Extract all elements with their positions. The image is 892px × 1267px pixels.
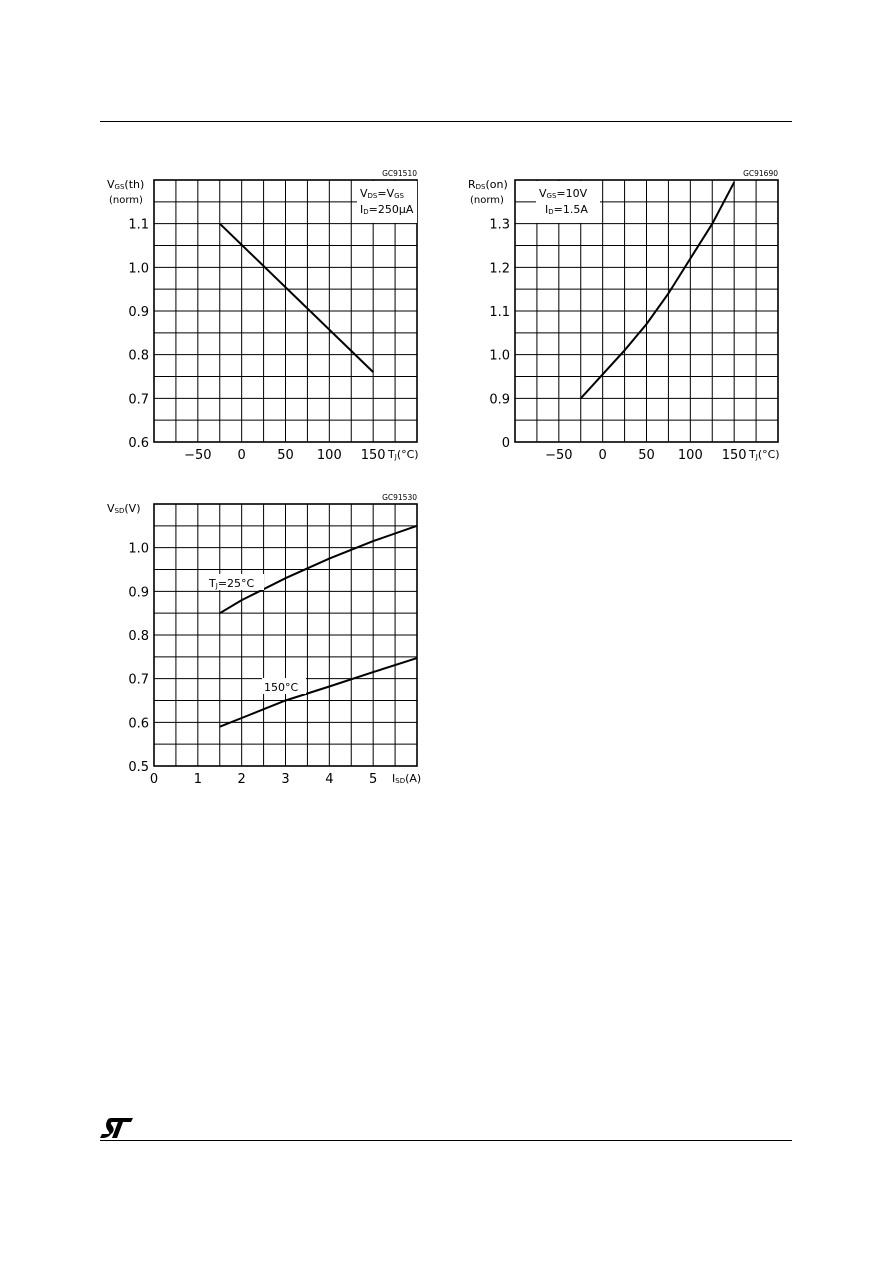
x-tick-label: 0 bbox=[149, 772, 159, 787]
x-tick-label: −50 bbox=[184, 448, 212, 463]
x-tick-label: 0 bbox=[598, 448, 607, 463]
annotation-text: ID=250µA bbox=[360, 203, 414, 216]
x-tick-label: 50 bbox=[277, 448, 294, 463]
y-tick-label: 0.7 bbox=[128, 392, 149, 408]
y-axis-label: RDS(on) bbox=[468, 178, 508, 191]
y-tick-label: 1.1 bbox=[489, 305, 510, 320]
y-tick-label: 0.9 bbox=[128, 585, 149, 601]
x-tick-label: 100 bbox=[316, 448, 342, 463]
curve-label-25c: TJ=25°C bbox=[209, 577, 255, 590]
x-tick-label: 50 bbox=[638, 448, 655, 463]
figure-code: GC91690 bbox=[743, 169, 778, 178]
x-tick-label: 150 bbox=[721, 448, 747, 463]
y-tick-label: 1.2 bbox=[489, 261, 510, 277]
y-tick-label: 0.5 bbox=[128, 760, 149, 775]
x-tick-label: 2 bbox=[237, 772, 246, 787]
y-axis-label: VGS(th) bbox=[107, 178, 145, 191]
annotation-text: VGS=10V bbox=[539, 187, 588, 200]
x-tick-label: 0 bbox=[237, 448, 246, 463]
figure-code: GC91530 bbox=[382, 493, 417, 502]
x-axis-label: TJ(°C) bbox=[749, 448, 780, 461]
x-tick-label: 100 bbox=[677, 448, 703, 463]
y-tick-label: 0.7 bbox=[128, 672, 149, 688]
x-axis-label: ISD(A) bbox=[392, 772, 422, 785]
y-tick-label: 0.6 bbox=[128, 436, 149, 451]
y-tick-label: 1.0 bbox=[489, 348, 510, 364]
series-line-1 bbox=[220, 658, 417, 727]
y-tick-label: 0 bbox=[501, 436, 510, 451]
x-tick-label: 4 bbox=[325, 772, 334, 787]
curve-label-150c: 150°C bbox=[264, 681, 299, 694]
annotation-text: ID=1.5A bbox=[545, 203, 588, 216]
x-tick-label: 1 bbox=[193, 772, 202, 787]
x-tick-label: −50 bbox=[545, 448, 573, 463]
y-tick-label: 0.8 bbox=[128, 348, 149, 364]
y-axis-sublabel: (norm) bbox=[470, 195, 504, 206]
annotation-text: VDS=VGS bbox=[360, 187, 404, 200]
y-axis-label: VSD(V) bbox=[107, 502, 141, 515]
figure-code: GC91510 bbox=[382, 169, 417, 178]
y-axis-sublabel: (norm) bbox=[109, 195, 143, 206]
y-tick-label: 0.9 bbox=[489, 392, 510, 408]
y-tick-label: 1.0 bbox=[128, 541, 149, 557]
st-logo bbox=[99, 1117, 135, 1143]
y-tick-label: 0.8 bbox=[128, 629, 149, 644]
x-tick-label: 3 bbox=[281, 772, 290, 787]
x-axis-label: TJ(°C) bbox=[388, 448, 419, 461]
x-tick-label: 150 bbox=[360, 448, 386, 463]
y-tick-label: 1.3 bbox=[489, 217, 510, 233]
y-tick-label: 1.0 bbox=[128, 261, 149, 277]
st-logo-icon bbox=[99, 1117, 135, 1139]
x-tick-label: 5 bbox=[369, 772, 378, 787]
y-tick-label: 0.9 bbox=[128, 305, 149, 320]
y-tick-label: 0.6 bbox=[128, 716, 149, 732]
y-tick-label: 1.1 bbox=[128, 217, 149, 233]
